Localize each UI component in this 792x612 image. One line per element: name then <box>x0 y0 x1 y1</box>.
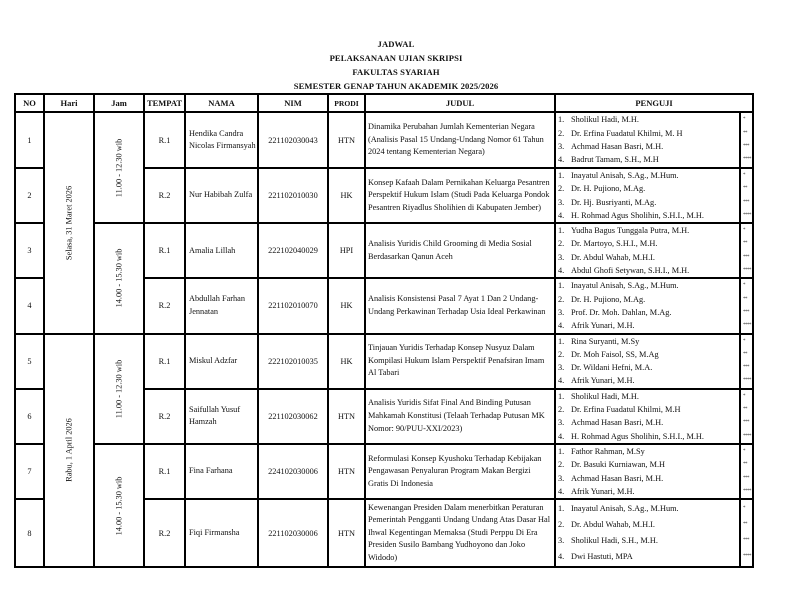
examiner-number: 2. <box>558 520 565 530</box>
signature-mark: ** <box>743 462 747 468</box>
examiner-name: Dr. Abdul Wahab, M.H.I. <box>571 252 655 262</box>
signature-mark: ** <box>743 241 747 247</box>
cell-nim: 222102040029 <box>258 223 328 278</box>
cell-tempat: R.2 <box>144 389 185 444</box>
col-header-no: NO <box>15 94 44 112</box>
examiner-item <box>556 153 739 166</box>
examiner-name: Afrik Yunari, M.H. <box>571 376 635 386</box>
examiner-list <box>556 113 739 166</box>
signature-mark: *** <box>743 254 749 260</box>
day-label: Rabu, 1 April 2026 <box>64 418 74 483</box>
examiner-item <box>556 485 739 498</box>
col-header-tempat: TEMPAT <box>144 94 185 112</box>
cell-signature <box>740 223 753 278</box>
examiner-number: 2. <box>558 460 565 470</box>
examiner-name: Sholikul Hadi, M.H. <box>571 391 639 401</box>
examiner-list <box>556 279 739 332</box>
signature-mark: ** <box>743 186 747 192</box>
cell-tempat: R.1 <box>144 223 185 278</box>
examiner-item <box>556 533 739 549</box>
signature-mark: ** <box>743 351 747 357</box>
table-row <box>15 334 753 389</box>
col-header-nama: NAMA <box>185 94 258 112</box>
examiner-item <box>556 169 739 182</box>
col-header-prodi: PRODI <box>328 94 365 112</box>
cell-signature <box>740 334 753 389</box>
cell-prodi: HPI <box>328 223 365 278</box>
examiner-item <box>556 140 739 153</box>
cell-signature <box>740 112 753 168</box>
examiner-number: 3. <box>558 252 565 262</box>
signature-mark: ** <box>743 296 747 302</box>
cell-nim: 221102030043 <box>258 112 328 168</box>
cell-prodi: HTN <box>328 444 365 499</box>
cell-nama: Fiqi Firmansha <box>185 499 258 567</box>
cell-judul: Analisis Konsistensi Pasal 7 Ayat 1 Dan 2 Undang-Undang Perkawinan Terhadap Usia Ideal Perkawinan <box>365 278 555 333</box>
cell-prodi: HK <box>328 168 365 223</box>
cell-no: 2 <box>15 168 44 223</box>
examiner-name: H. Rohmad Agus Sholihin, S.H.I., M.H. <box>571 431 704 441</box>
examiner-name: Achmad Hasan Basri, M.H. <box>571 473 664 483</box>
examiner-list <box>556 445 739 498</box>
examiner-name: Afrik Yunari, M.H. <box>571 321 635 331</box>
table-row <box>15 444 753 499</box>
examiner-item <box>556 403 739 416</box>
table-body <box>15 112 753 567</box>
examiner-item <box>556 279 739 292</box>
examiner-number: 4. <box>558 486 565 496</box>
examiner-list <box>556 169 739 222</box>
cell-prodi: HTN <box>328 499 365 567</box>
cell-hari <box>44 112 94 334</box>
examiner-name: Dr. Erfina Fuadatul Khilmi, M.H <box>571 405 681 415</box>
cell-penguji <box>555 278 740 333</box>
examiner-item <box>556 182 739 195</box>
cell-jam <box>94 334 144 444</box>
cell-no: 5 <box>15 334 44 389</box>
signature-mark: *** <box>743 144 749 149</box>
examiner-item <box>556 348 739 361</box>
cell-judul: Analisis Yuridis Child Grooming di Media Sosial Berdasarkan Qanun Aceh <box>365 223 555 278</box>
cell-judul: Dinamika Perubahan Jumlah Kementerian Negara (Analisis Pasal 15 Undang-Undang Nomor 61 Tahun 2024 tentang Kementerian Negara) <box>365 112 555 168</box>
examiner-item <box>556 501 739 517</box>
cell-jam <box>94 112 144 223</box>
cell-prodi: HK <box>328 278 365 333</box>
table-row <box>15 223 753 278</box>
cell-penguji <box>555 223 740 278</box>
examiner-number: 1. <box>558 504 565 514</box>
examiner-name: Dr. Erfina Fuadatul Khilmi, M. H <box>571 128 683 138</box>
title-fakultas: FAKULTAS SYARIAH <box>352 67 440 77</box>
examiner-item <box>556 445 739 458</box>
signature-mark: * <box>743 506 745 512</box>
schedule-table <box>14 93 754 568</box>
cell-penguji <box>555 389 740 444</box>
examiner-item <box>556 517 739 533</box>
cell-nim: 221102010030 <box>258 168 328 223</box>
signature-mark: ** <box>743 407 747 413</box>
examiner-number: 3. <box>558 197 565 207</box>
examiner-item <box>556 472 739 485</box>
examiner-number: 4. <box>558 376 565 386</box>
col-header-hari: Hari <box>44 94 94 112</box>
title-jadwal: JADWAL <box>377 39 415 49</box>
signature-mark: **** <box>743 488 751 494</box>
signature-marks <box>741 335 752 388</box>
cell-tempat: R.2 <box>144 499 185 567</box>
cell-tempat: R.2 <box>144 278 185 333</box>
signature-marks <box>741 445 752 498</box>
examiner-item <box>556 416 739 429</box>
cell-no: 4 <box>15 278 44 333</box>
examiner-list <box>556 390 739 443</box>
examiner-name: Dr. H. Pujiono, M.Ag. <box>571 184 646 194</box>
cell-nama: Saifullah Yusuf Hamzah <box>185 389 258 444</box>
table-header-row <box>15 94 753 112</box>
examiner-number: 4. <box>558 431 565 441</box>
title-pelaksanaan: PELAKSANAAN UJIAN SKRIPSI <box>329 53 463 63</box>
examiner-item <box>556 113 739 126</box>
examiner-number: 2. <box>558 184 565 194</box>
time-label: 11.00 - 12.30 wib <box>114 138 124 197</box>
cell-signature <box>740 278 753 333</box>
signature-mark: **** <box>743 433 751 439</box>
day-label: Selasa, 31 Maret 2026 <box>64 185 74 260</box>
examiner-number: 2. <box>558 128 565 138</box>
examiner-number: 3. <box>558 536 565 546</box>
title-semester: SEMESTER GENAP TAHUN AKADEMIK 2025/2026 <box>293 81 499 91</box>
examiner-name: Dr. Abdul Wahab, M.H.I. <box>571 520 655 530</box>
signature-mark: *** <box>743 475 749 481</box>
examiner-name: Sholikul Hadi, M.H. <box>571 115 639 125</box>
cell-nim: 224102030006 <box>258 444 328 499</box>
examiner-item <box>556 390 739 403</box>
examiner-item <box>556 458 739 471</box>
examiner-name: Afrik Yunari, M.H. <box>571 486 635 496</box>
cell-judul: Konsep Kafaah Dalam Pernikahan Keluarga Pesantren Perspektif Hukum Islam (Studi Pada Keluarga Pondok Pesantren Riyadlus Sholihien di Kabupaten Jember) <box>365 168 555 223</box>
examiner-number: 3. <box>558 473 565 483</box>
signature-mark: **** <box>743 157 751 163</box>
time-label: 14.00 - 15.30 wib <box>114 248 124 308</box>
examiner-item <box>556 430 739 443</box>
examiner-item <box>556 196 739 209</box>
signature-mark: *** <box>743 309 749 315</box>
col-header-penguji: PENGUJI <box>555 94 753 112</box>
examiner-number: 1. <box>558 171 565 180</box>
cell-penguji <box>555 112 740 168</box>
signature-mark: **** <box>743 323 751 329</box>
examiner-name: Dr. Wildani Hefni, M.A. <box>571 363 653 373</box>
examiner-item <box>556 306 739 319</box>
signature-mark: * <box>743 228 745 234</box>
cell-prodi: HK <box>328 334 365 389</box>
col-header-judul: JUDUL <box>365 94 555 112</box>
examiner-item <box>556 127 739 140</box>
cell-prodi: HTN <box>328 112 365 168</box>
cell-penguji <box>555 499 740 567</box>
signature-mark: *** <box>743 199 749 205</box>
cell-nim: 221102030062 <box>258 389 328 444</box>
examiner-name: Inayatul Anisah, S.Ag., M.Hum. <box>571 504 679 514</box>
signature-marks <box>741 113 752 166</box>
examiner-name: Achmad Hasan Basri, M.H. <box>571 418 664 428</box>
examiner-number: 3. <box>558 418 565 428</box>
examiner-item <box>556 549 739 565</box>
signature-mark: **** <box>743 554 751 560</box>
examiner-number: 2. <box>558 405 565 415</box>
cell-no: 7 <box>15 444 44 499</box>
examiner-list <box>556 501 739 565</box>
examiner-number: 3. <box>558 307 565 317</box>
cell-signature <box>740 444 753 499</box>
table-row <box>15 112 753 168</box>
examiner-number: 1. <box>558 115 565 125</box>
cell-no: 3 <box>15 223 44 278</box>
examiner-item <box>556 224 739 237</box>
cell-judul: Kewenangan Presiden Dalam menerbitkan Peraturan Pemerintah Pengganti Undang Undang Atas Dasar Hal Ihwal Kegentingan Memaksa (Studi Perppu Di Era Presiden Susilo Bambang Yudhoyono dan Joko Widodo) <box>365 499 555 567</box>
examiner-name: Yudha Bagus Tunggala Putra, M.H. <box>571 226 690 236</box>
cell-judul: Analisis Yuridis Sifat Final And Binding Putusan Mahkamah Konstitusi (Telaah Terhadap Putusan MK Nomor: 90/PUU-XXI/2023) <box>365 389 555 444</box>
examiner-list <box>556 335 739 388</box>
examiner-name: Dr. Hj. Busriyanti, M.Ag. <box>571 197 657 207</box>
examiner-name: Fathor Rahman, M.Sy <box>571 446 645 456</box>
cell-nim: 221102010070 <box>258 278 328 333</box>
cell-signature <box>740 389 753 444</box>
examiner-number: 1. <box>558 446 565 456</box>
time-label: 11.00 - 12.30 wib <box>114 359 124 418</box>
cell-tempat: R.2 <box>144 168 185 223</box>
cell-tempat: R.1 <box>144 112 185 168</box>
cell-tempat: R.1 <box>144 334 185 389</box>
cell-judul: Tinjauan Yuridis Terhadap Konsep Nusyuz Dalam Kompilasi Hukum Islam Perspektif Penafsiran Imam Al Tabari <box>365 334 555 389</box>
cell-prodi: HTN <box>328 389 365 444</box>
examiner-number: 3. <box>558 142 565 151</box>
examiner-name: Rina Suryanti, M.Sy <box>571 336 640 346</box>
signature-mark: * <box>743 173 745 178</box>
signature-mark: ** <box>743 522 747 528</box>
examiner-item <box>556 293 739 306</box>
examiner-item <box>556 361 739 374</box>
cell-nama: Nur Habibah Zulfa <box>185 168 258 223</box>
examiner-number: 2. <box>558 294 565 304</box>
examiner-number: 2. <box>558 239 565 249</box>
cell-nim: 221102030006 <box>258 499 328 567</box>
cell-no: 6 <box>15 389 44 444</box>
cell-nama: Miskul Adzfar <box>185 334 258 389</box>
cell-jam <box>94 444 144 567</box>
examiner-number: 4. <box>558 552 565 562</box>
cell-signature <box>740 499 753 567</box>
cell-no: 1 <box>15 112 44 168</box>
examiner-item <box>556 374 739 387</box>
examiner-number: 4. <box>558 321 565 331</box>
cell-penguji <box>555 334 740 389</box>
signature-marks <box>741 501 752 565</box>
examiner-name: H. Rohmad Agus Sholihin, S.H.I., M.H. <box>571 210 704 220</box>
examiner-item <box>556 209 739 222</box>
examiner-name: Dwi Hastuti, MPA <box>571 552 633 562</box>
signature-mark: *** <box>743 365 749 371</box>
cell-nim: 222102010035 <box>258 334 328 389</box>
examiner-name: Sholikul Hadi, S.H., M.H. <box>571 536 658 546</box>
examiner-number: 1. <box>558 391 565 401</box>
cell-no: 8 <box>15 499 44 567</box>
cell-signature <box>740 168 753 223</box>
cell-penguji <box>555 168 740 223</box>
examiner-number: 4. <box>558 210 565 220</box>
examiner-number: 4. <box>558 155 565 165</box>
examiner-name: Dr. Basuki Kurniawan, M.H <box>571 460 666 470</box>
examiner-number: 2. <box>558 349 565 359</box>
examiner-number: 4. <box>558 266 565 276</box>
examiner-number: 3. <box>558 363 565 373</box>
examiner-name: Achmad Hasan Basri, M.H. <box>571 142 664 151</box>
examiner-name: Dr. Moh Faisol, SS, M.Ag <box>571 349 659 359</box>
examiner-item <box>556 319 739 332</box>
signature-mark: **** <box>743 378 751 384</box>
signature-marks <box>741 279 752 332</box>
examiner-item <box>556 251 739 264</box>
cell-nama: Fina Farhana <box>185 444 258 499</box>
examiner-number: 1. <box>558 226 565 236</box>
examiner-number: 1. <box>558 281 565 291</box>
document-title <box>0 37 792 93</box>
examiner-name: Inayatul Anisah, S.Ag., M.Hum. <box>571 281 679 291</box>
signature-mark: * <box>743 338 745 344</box>
cell-judul: Reformulasi Konsep Kyushoku Terhadap Kebijakan Pengawasan Penyaluran Program Makan Bergizi Gratis Di Indonesia <box>365 444 555 499</box>
examiner-name: Prof. Dr. Moh. Dahlan, M.Ag. <box>571 307 672 317</box>
cell-tempat: R.1 <box>144 444 185 499</box>
examiner-name: Dr. H. Pujiono, M.Ag. <box>571 294 646 304</box>
signature-marks <box>741 390 752 443</box>
signature-mark: * <box>743 117 745 123</box>
examiner-name: Dr. Martoyo, S.H.I., M.H. <box>571 239 658 249</box>
cell-nama: Amalia Lillah <box>185 223 258 278</box>
examiner-item <box>556 264 739 277</box>
examiner-name: Abdul Ghofi Setywan, S.H.I., M.H. <box>571 266 690 276</box>
signature-mark: * <box>743 283 745 289</box>
col-header-nim: NIM <box>258 94 328 112</box>
signature-marks <box>741 224 752 277</box>
examiner-item <box>556 335 739 348</box>
signature-mark: **** <box>743 212 751 218</box>
cell-jam <box>94 223 144 333</box>
examiner-number: 1. <box>558 336 565 346</box>
examiner-item <box>556 237 739 250</box>
examiner-name: Badrut Tamam, S.H., M.H <box>571 155 659 165</box>
signature-mark: * <box>743 393 745 399</box>
signature-mark: *** <box>743 420 749 426</box>
signature-marks <box>741 169 752 222</box>
cell-hari <box>44 334 94 568</box>
time-label: 14.00 - 15.30 wib <box>114 476 124 535</box>
signature-mark: * <box>743 448 745 454</box>
cell-nama: Hendika Candra Nicolas Firmansyah <box>185 112 258 168</box>
cell-penguji <box>555 444 740 499</box>
signature-mark: ** <box>743 130 747 136</box>
signature-mark: *** <box>743 538 749 544</box>
cell-nama: Abdullah Farhan Jennatan <box>185 278 258 333</box>
examiner-name: Inayatul Anisah, S.Ag., M.Hum. <box>571 171 679 180</box>
signature-mark: **** <box>743 268 751 274</box>
col-header-jam: Jam <box>94 94 144 112</box>
examiner-list <box>556 224 739 277</box>
